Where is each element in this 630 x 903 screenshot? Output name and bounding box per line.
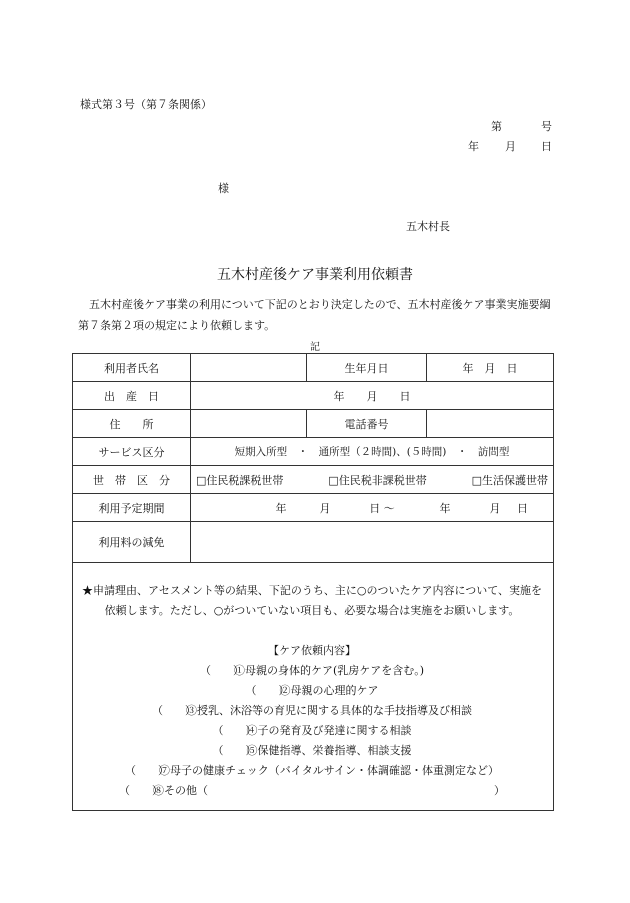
care-item[interactable]: [77, 701, 547, 721]
care-request-text: ★申請理由、アセスメント等の結果、下記のうち、主に○のついたケア内容について、実施を依頼します。ただし、○がついていない項目も、必要な場合は実施をお願いします。: [81, 583, 543, 617]
fee-field[interactable]: [191, 522, 554, 563]
document-title: 五木村産後ケア事業利用依頼書: [217, 267, 413, 283]
address-field[interactable]: [191, 410, 307, 438]
care-item-label: ④子の発育及び発達に関する相談: [246, 723, 412, 737]
care-checkbox[interactable]: （ ）: [212, 743, 257, 757]
care-item-label: ⑧その他（ ）: [153, 783, 505, 797]
care-item[interactable]: [77, 681, 547, 701]
address-label: 住 所: [73, 410, 191, 438]
household-label: 世 帯 区 分: [73, 466, 191, 494]
ki-label: 記: [310, 342, 320, 353]
number-prefix: 第: [491, 120, 502, 133]
care-item-label: ①母親の身体的ケア(乳房ケアを含む。): [233, 663, 425, 677]
birth-field[interactable]: 年 月 日: [191, 382, 554, 410]
service-options[interactable]: 短期入所型 ・ 通所型（２時間)、(５時間) ・ 訪問型: [191, 438, 554, 466]
period-end-month: 月: [489, 501, 501, 515]
care-heading: 【ケア依頼内容】: [268, 643, 356, 657]
care-checkbox[interactable]: （ ）: [119, 783, 163, 797]
row-fee: [73, 522, 554, 563]
care-item[interactable]: [77, 721, 547, 741]
row-user-name: [73, 354, 554, 382]
row-service: [73, 438, 554, 466]
period-start-year: 年: [275, 501, 287, 515]
sender-name: 五木村長: [406, 220, 450, 233]
care-item[interactable]: [77, 761, 547, 781]
row-household: [73, 466, 554, 494]
birthdate-field[interactable]: 年 月 日: [427, 354, 554, 382]
period-label: 利用予定期間: [73, 494, 191, 522]
household-option-tax-exempt[interactable]: □住民税非課税世帯: [328, 473, 427, 487]
care-item[interactable]: [77, 781, 547, 801]
period-start-month: 月: [319, 501, 331, 515]
care-checkbox[interactable]: （ ）: [212, 723, 257, 737]
user-name-field[interactable]: [191, 354, 307, 382]
household-option-taxed[interactable]: □住民税課税世帯: [196, 473, 284, 487]
date-day: 日: [541, 140, 552, 153]
phone-label: 電話番号: [307, 410, 427, 438]
care-section: [73, 563, 554, 811]
row-care: [73, 563, 554, 811]
care-item-label: ⑦母子の健康チェック（バイタルサイン・体調確認・体重測定など）: [159, 763, 499, 777]
care-checkbox[interactable]: （ ）: [199, 663, 244, 677]
date-month: 月: [505, 140, 516, 153]
date-year: 年: [468, 140, 479, 153]
service-label: サービス区分: [73, 438, 191, 466]
period-start-day: 日 ～: [369, 501, 395, 515]
user-name-label: 利用者氏名: [73, 354, 191, 382]
row-period: [73, 494, 554, 522]
row-address: [73, 410, 554, 438]
intro-paragraph: 五木村産後ケア事業の利用について下記のとおり決定したので、五木村産後ケア事業実施要綱第７条第２項の規定により依頼します。: [78, 298, 551, 332]
household-option-welfare[interactable]: □生活保護世帯: [471, 473, 548, 487]
care-item-label: ③授乳、沐浴等の育児に関する具体的な手技指導及び相談: [186, 703, 472, 717]
care-item[interactable]: [77, 741, 547, 761]
period-field[interactable]: [191, 494, 554, 522]
fee-label: 利用料の減免: [73, 522, 191, 563]
household-options: [191, 466, 554, 494]
care-checkbox[interactable]: （ ）: [125, 763, 170, 777]
care-checkbox[interactable]: （ ）: [245, 683, 290, 697]
addressee-honorific: 様: [218, 182, 229, 195]
care-item-label: ②母親の心理的ケア: [279, 683, 379, 697]
request-form-table: [72, 353, 554, 811]
care-checkbox[interactable]: （ ）: [152, 703, 196, 717]
period-end-day: 日: [517, 501, 528, 515]
birthdate-label: 生年月日: [307, 354, 427, 382]
row-birth-date: [73, 382, 554, 410]
care-item[interactable]: [77, 661, 547, 681]
number-suffix: 号: [541, 120, 552, 133]
period-end-year: 年: [439, 501, 451, 515]
phone-field[interactable]: [427, 410, 554, 438]
care-item-label: ⑤保健指導、栄養指導、相談支援: [246, 743, 412, 757]
birth-label: 出 産 日: [73, 382, 191, 410]
form-number: 様式第３号（第７条関係）: [80, 98, 212, 111]
